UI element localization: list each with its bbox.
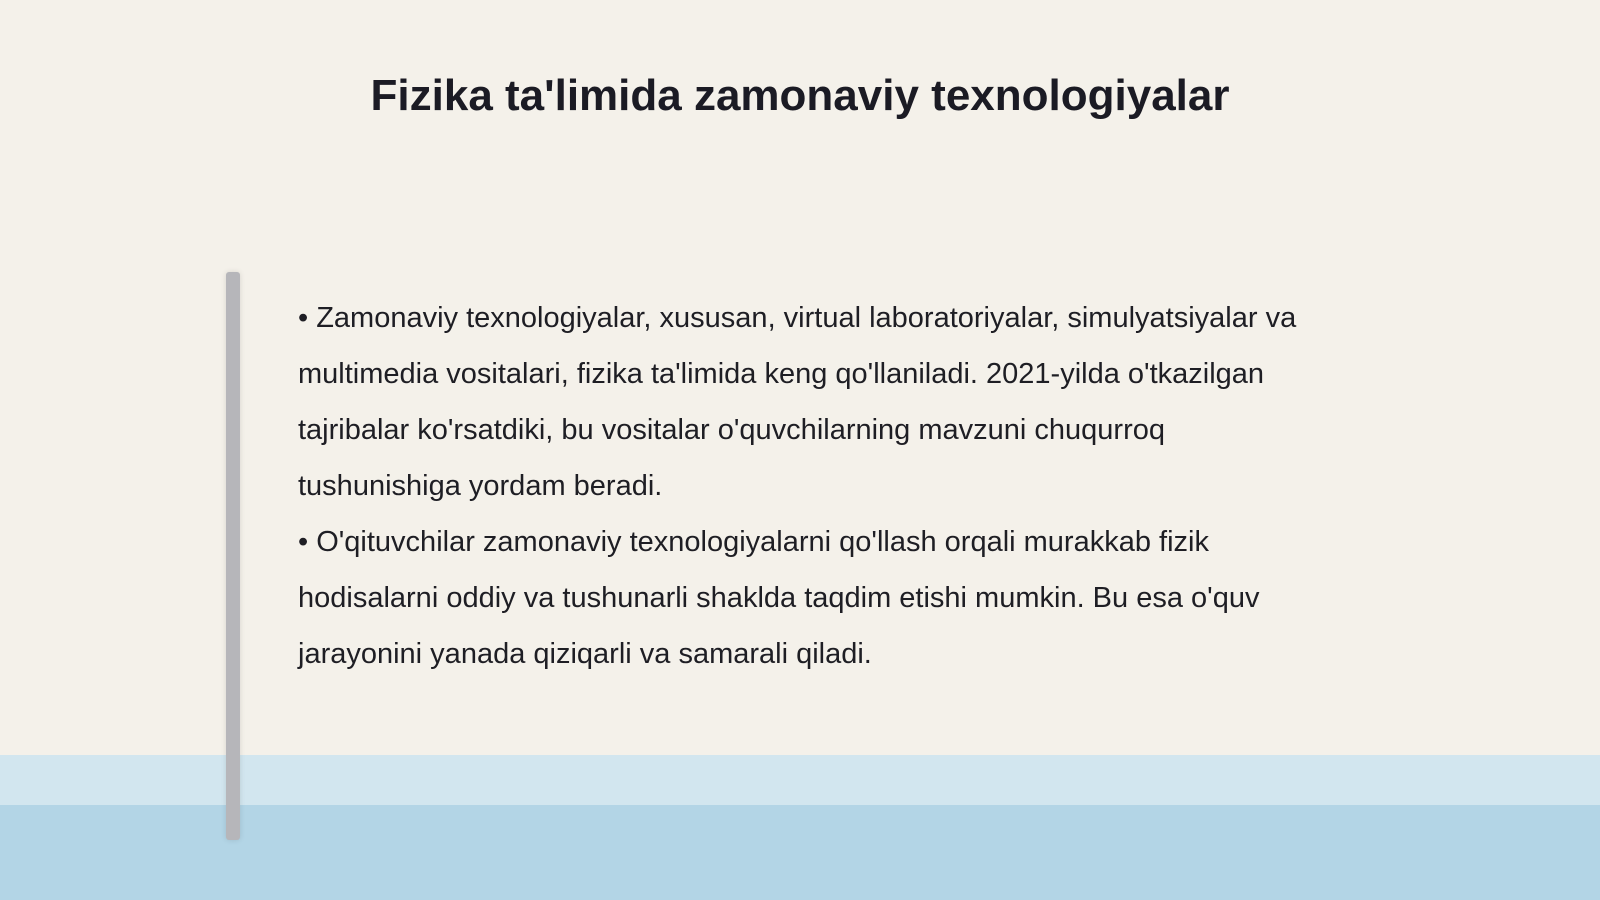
- bullet-item: • Zamonaviy texnologiyalar, xususan, virtual laboratoriyalar, simulyatsiyalar va multimedia vositalari, fizika ta'limida keng qo'llaniladi. 2021-yilda o'tkazilgan tajribalar ko'rsatdiki, bu vositalar o'quvchilarning mavzuni chuqurroq tushunishiga yordam beradi.: [298, 302, 1297, 502]
- vertical-accent-bar: [226, 272, 240, 840]
- bottom-band-dark: [0, 805, 1600, 900]
- bullet-item: • O'qituvchilar zamonaviy texnologiyalarni qo'llash orqali murakkab fizik hodisalarni oddiy va tushunarli shaklda taqdim etishi mumkin. Bu esa o'quv jarayonini yanada qiziqarli va samarali qiladi.: [298, 526, 1260, 670]
- bottom-band-light: [0, 755, 1600, 805]
- slide-title: Fizika ta'limida zamonaviy texnologiyalar: [370, 71, 1230, 120]
- slide-body: [298, 290, 1308, 682]
